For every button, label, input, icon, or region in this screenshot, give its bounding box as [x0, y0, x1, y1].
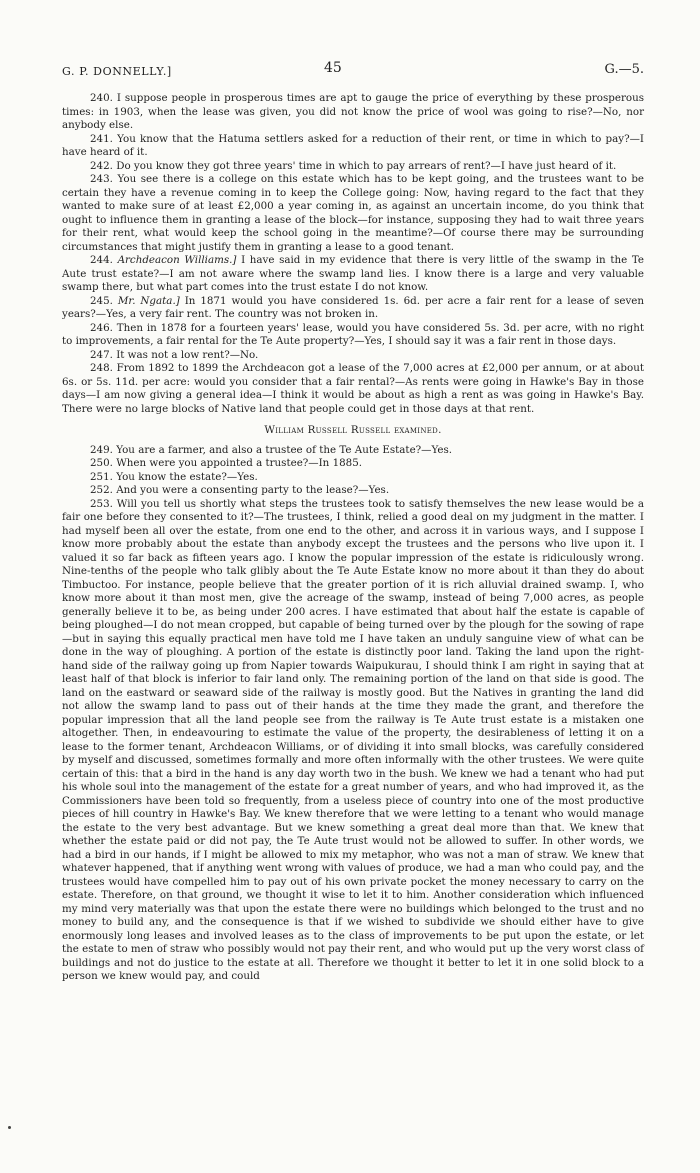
question-text: Will you tell us shortly what steps the trustees took to satisfy themselves the new lease would be a fair one before they consented to it?—The trustees, I think, relied a good deal on my judgment in the matter. I had myself been all over the estate, from one end to the other, and across it in various ways, and I suppose I know more probably about the estate than anybody except the trustees and the persons who live upon it. I valued it so far back as fifteen years ago. I know the popular impression of the estate is ridiculously wrong. Nine-tenths of the people who talk glibly about the Te Aute Estate know no more about it than they do about Timbuctoo. For instance, people believe that the greater portion of it is rich alluvial drained swamp. I, who know more about it than most men, give the acreage of the swamp, instead of being 7,000 acres, as people generally believe it to be, as being under 200 acres. I have estimated that about half the estate is capable of being ploughed—I do not mean cropped, but capable of being turned over by the plough for the sowing of rape—but in saying this equally practical men have told me I have taken an unduly sanguine view of what can be done in the way of ploughing. A portion of the estate is distinctly poor land. Taking the land upon the right-hand side of the railway going up from Napier towards Waipukurau, I should think I am right in saying that at least half of that block is inferior to fair land only. The remaining portion of the land on that side is good. The land on the eastward or seaward side of the railway is mostly good. But the Natives in granting the land did not allow the swamp land to pass out of their hands at the time they made the grant, and therefore the popular impression that all the land people see from the railway is Te Aute trust estate is a mistaken one altogether. Then, in endeavouring to estimate the value of the property, the desirableness of letting it on a lease to the former tenant, Archdeacon Williams, or of dividing it into small blocks, was carefully considered by myself and discussed, sometimes formally and more often informally with the other trustees. We were quite certain of this: that a bird in the hand is any day worth two in the bush. We knew we had a tenant who had put his whole soul into the management of the estate for a great number of years, and who had improved it, as the Commissioners have been told so frequently, from a useless piece of country into one of the most productive pieces of hill country in Hawke's Bay. We knew therefore that we were letting to a tenant who would manage the estate to the very best advantage. But we knew something a great deal more than that. We knew that whether the estate paid or did not pay, the Te Aute trust would not be allowed to suffer. In other words, we had a bird in our hands, if I might be allowed to mix my metaphor, who was not a man of straw. We knew that whatever happened, that if anything went wrong with values of produce, we had a man who could pay, and the trustees would have compelled him to pay out of his own private pocket the money necessary to carry on the estate. Therefore, on that ground, we thought it wise to let it to him. Another consideration which influenced my mind very materially was that upon the estate there were no buildings which belonged to the trust and no money to build any, and the consequence is that if we wished to subdivide we should either have to give enormously long leases and involved leases as to the class of improvements to be put upon the estate, or let the estate to men of straw who possibly would not pay their rent, and who would put up the very worst class of buildings and not do justice to the estate at all. Therefore we thought it better to let it in one solid block to a person we knew would pay, and could	[62, 497, 644, 982]
question-paragraph	[62, 444, 644, 458]
question-number: 248.	[90, 362, 117, 374]
question-text: I have said in my evidence that there is very little of the swamp in the Te Aute trust estate?—I am not aware where the swamp land lies. I know there is a large and very valuable swamp there, but what part comes into the trust estate I do not know.	[62, 254, 644, 293]
question-number: 241.	[90, 132, 118, 145]
questions-group-2	[62, 444, 644, 984]
question-text: Do you know they got three years' time in which to pay arrears of rent?—I have just heard of it.	[116, 159, 617, 172]
speaker-label: Archdeacon Williams.]	[117, 254, 237, 266]
question-number: 247.	[90, 348, 117, 361]
question-paragraph	[62, 92, 644, 133]
section-code: G.—5.	[604, 62, 644, 77]
speaker-label: Mr. Ngata.]	[117, 294, 180, 307]
question-number: 250.	[90, 457, 117, 469]
question-paragraph	[62, 133, 644, 160]
question-text: It was not a low rent?—No.	[116, 348, 259, 361]
question-paragraph	[62, 484, 644, 498]
question-text: Then in 1878 for a fourteen years' lease, would you have considered 5s. 3d. per acre, with no right to improvements, a fair rental for the Te Aute property?—Yes, I should say it was a fair rent in those days.	[62, 321, 644, 347]
question-text: I suppose people in prosperous times are apt to gauge the price of everything by these prosperous times: in 1903, when the lease was given, you did not know the price of wool was going to rise?—No, nor anybody else.	[62, 92, 645, 131]
question-paragraph	[62, 295, 644, 322]
question-text: And you were a consenting party to the lease?—Yes.	[116, 484, 390, 496]
header-author: G. P. DONNELLY.]	[62, 65, 172, 78]
question-number: 245.	[90, 294, 118, 307]
question-number: 244.	[90, 254, 118, 266]
question-text: You know the estate?—Yes.	[116, 470, 258, 483]
question-text: You know that the Hatuma settlers asked for a reduction of their rent, or time in which to pay?—I have heard of it.	[62, 132, 644, 158]
question-text: You are a farmer, and also a trustee of the Te Aute Estate?—Yes.	[116, 443, 453, 456]
examination-heading: William Russell Russell examined.	[264, 424, 442, 436]
question-paragraph	[62, 173, 644, 254]
page-body	[62, 92, 644, 984]
question-paragraph	[62, 254, 644, 295]
questions-group-1	[62, 92, 644, 416]
question-number: 242.	[90, 159, 117, 172]
question-number: 252.	[90, 484, 117, 496]
page-number: 45	[324, 60, 342, 76]
page-header	[62, 60, 644, 86]
question-paragraph	[62, 322, 644, 349]
question-paragraph	[62, 362, 644, 416]
question-number: 240.	[90, 92, 117, 104]
question-number: 243.	[90, 173, 118, 185]
question-paragraph	[62, 160, 644, 174]
question-paragraph	[62, 349, 644, 363]
question-number: 253.	[90, 497, 117, 510]
question-text: In 1871 would you have considered 1s. 6d. per acre a fair rent for a lease of seven years?—Yes, a very fair rent. The country was not broken in.	[62, 294, 645, 320]
question-number: 246.	[90, 321, 117, 334]
question-text: From 1892 to 1899 the Archdeacon got a lease of the 7,000 acres at £2,000 per annum, or at about 6s. or 5s. 11d. per acre: would you consider that a fair rental?—As rents were going in Hawke's Bay in those days—I am now giving a general idea—I think it would be about as high a rent as was going in Hawke's Bay. There were no large blocks of Native land that people could get in those days at that rent.	[62, 362, 644, 415]
question-paragraph	[62, 498, 644, 984]
question-text: You see there is a college on this estate which has to be kept going, and the trustees want to be certain they have a revenue coming in to keep the College going: Now, having regard to the fact that they wanted to make sure of at least £2,000 a year coming in, as against an uncertain income, do you think that ought to influence them in granting a lease of the block—for instance, supposing they had to wait three years for their rent, what would keep the school going in the meantime?—Of course there may be surrounding circumstances that might justify them in granting a lease to a good tenant.	[62, 173, 644, 253]
question-number: 249.	[90, 443, 117, 456]
margin-mark	[8, 1126, 11, 1129]
question-paragraph	[62, 457, 644, 471]
question-text: When were you appointed a trustee?—In 1885.	[116, 457, 363, 469]
question-number: 251.	[90, 470, 117, 483]
question-paragraph	[62, 471, 644, 485]
